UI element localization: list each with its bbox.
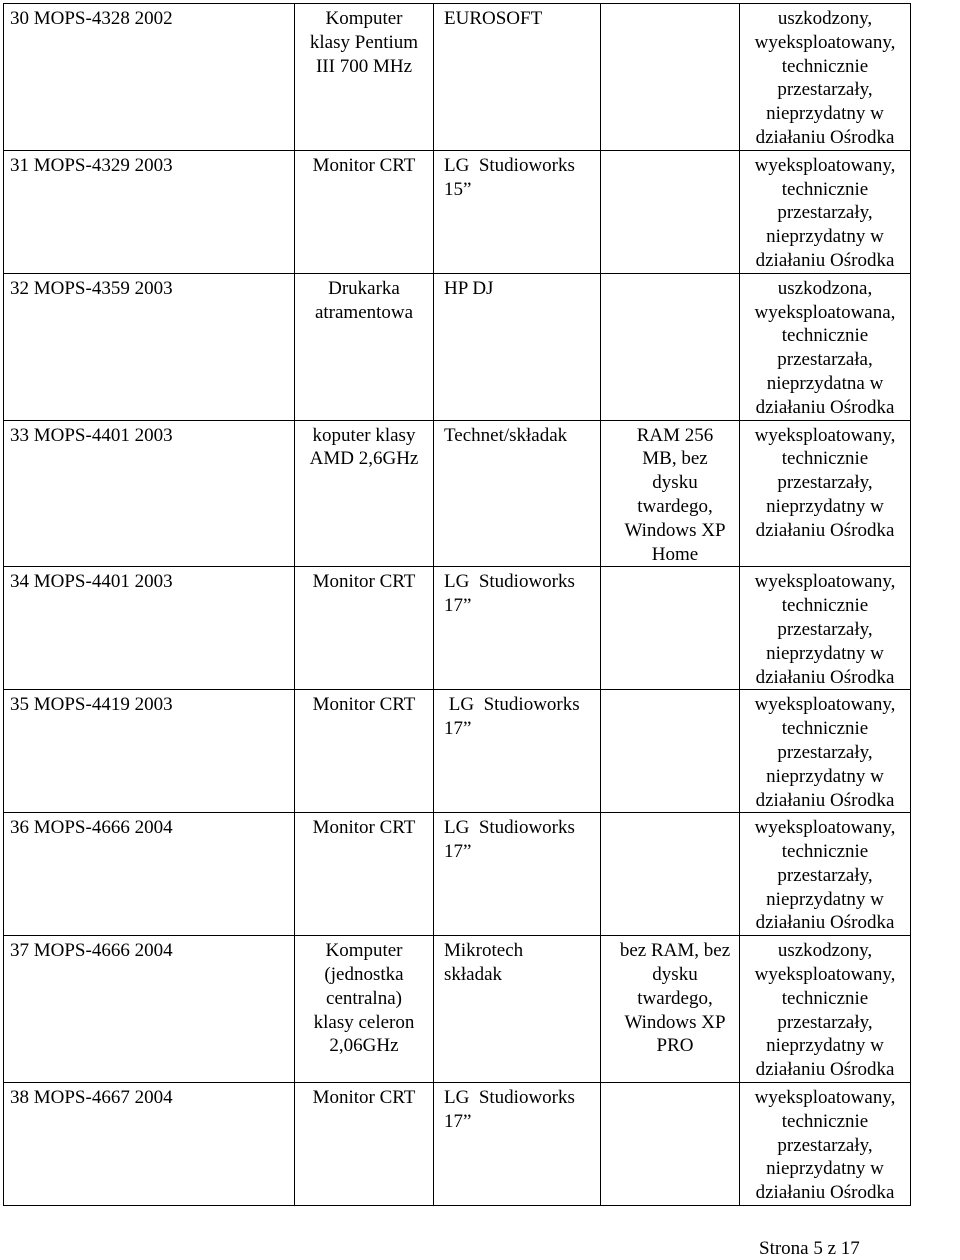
row-number: 30 [10,8,29,29]
device-type: Monitor CRT [295,1083,434,1206]
inventory-number: MOPS-4419 [33,694,130,716]
inventory-number: MOPS-4401 [33,571,130,593]
device-spec [601,273,740,420]
row-id-cell [4,4,295,151]
disposal-reason: uszkodzony, wyeksploatowany, technicznie przestarzały, nieprzydatny w działaniu Ośrodka [740,4,911,151]
year: 2003 [134,277,173,299]
device-spec: bez RAM, bez dysku twardego, Windows XP PRO [601,936,740,1083]
device-type: Monitor CRT [295,150,434,273]
year: 2003 [134,694,173,716]
year: 2003 [134,571,173,593]
row-number: 38 [10,1087,29,1109]
year: 2003 [134,424,173,446]
inventory-number: MOPS-4359 [33,277,130,299]
row-number: 31 [10,154,29,176]
year: 2004 [134,1087,173,1109]
device-model: Technet/składak [434,420,601,567]
year: 2002 [134,8,173,29]
row-id-cell [4,1083,295,1206]
page-number: Strona 5 z 17 [759,1238,860,1259]
disposal-reason: wyeksploatowany, technicznie przestarzały, nieprzydatny w działaniu Ośrodka [740,813,911,936]
device-model: Mikrotech składak [434,936,601,1083]
device-spec [601,567,740,690]
disposal-reason: wyeksploatowany, technicznie przestarzały, nieprzydatny w działaniu Ośrodka [740,150,911,273]
table-row [4,273,911,420]
table-row [4,690,911,813]
device-spec [601,150,740,273]
inventory-table [3,3,911,1206]
inventory-number: MOPS-4666 [33,940,130,962]
device-type: Monitor CRT [295,567,434,690]
disposal-reason: wyeksploatowany, technicznie przestarzały, nieprzydatny w działaniu Ośrodka [740,690,911,813]
device-type: Komputer (jednostka centralna) klasy celeron 2,06GHz [295,936,434,1083]
device-spec [601,4,740,151]
device-type: koputer klasy AMD 2,6GHz [295,420,434,567]
table-body [4,4,911,1206]
row-number: 35 [10,694,29,716]
table-row [4,1083,911,1206]
device-spec: RAM 256 MB, bez dysku twardego, Windows XP Home [601,420,740,567]
table-row [4,567,911,690]
device-model: LG Studioworks 17” [434,567,601,690]
inventory-number: MOPS-4328 [33,8,130,29]
row-number: 32 [10,277,29,299]
disposal-reason: wyeksploatowany, technicznie przestarzały, nieprzydatny w działaniu Ośrodka [740,567,911,690]
row-id-cell [4,567,295,690]
table-row [4,4,911,151]
inventory-number: MOPS-4666 [33,817,130,839]
row-number: 34 [10,571,29,593]
device-model: EUROSOFT [434,4,601,151]
row-id-cell [4,420,295,567]
device-type: Monitor CRT [295,813,434,936]
disposal-reason: uszkodzona, wyeksploatowana, technicznie przestarzała, nieprzydatna w działaniu Ośrodka [740,273,911,420]
disposal-reason: wyeksploatowany, technicznie przestarzały, nieprzydatny w działaniu Ośrodka [740,1083,911,1206]
disposal-reason: wyeksploatowany, technicznie przestarzały, nieprzydatny w działaniu Ośrodka [740,420,911,567]
table-row [4,813,911,936]
row-number: 37 [10,940,29,962]
table-row [4,936,911,1083]
disposal-reason: uszkodzony, wyeksploatowany, technicznie przestarzały, nieprzydatny w działaniu Ośrodka [740,936,911,1083]
device-model: LG Studioworks 17” [434,690,601,813]
device-model: LG Studioworks 15” [434,150,601,273]
device-type: Monitor CRT [295,690,434,813]
row-id-cell [4,273,295,420]
device-model: LG Studioworks 17” [434,813,601,936]
row-id-cell [4,936,295,1083]
device-spec [601,690,740,813]
inventory-number: MOPS-4401 [33,424,130,446]
device-model: LG Studioworks 17” [434,1083,601,1206]
inventory-number: MOPS-4329 [33,154,130,176]
row-number: 36 [10,817,29,839]
device-spec [601,1083,740,1206]
row-id-cell [4,150,295,273]
row-number: 33 [10,424,29,446]
device-model: HP DJ [434,273,601,420]
year: 2003 [134,154,173,176]
row-id-cell [4,690,295,813]
device-type: Drukarka atramentowa [295,273,434,420]
year: 2004 [134,940,173,962]
table-row [4,420,911,567]
row-id-cell [4,813,295,936]
device-spec [601,813,740,936]
table-row [4,150,911,273]
device-type: Komputer klasy Pentium III 700 MHz [295,4,434,151]
year: 2004 [134,817,173,839]
inventory-number: MOPS-4667 [33,1087,130,1109]
